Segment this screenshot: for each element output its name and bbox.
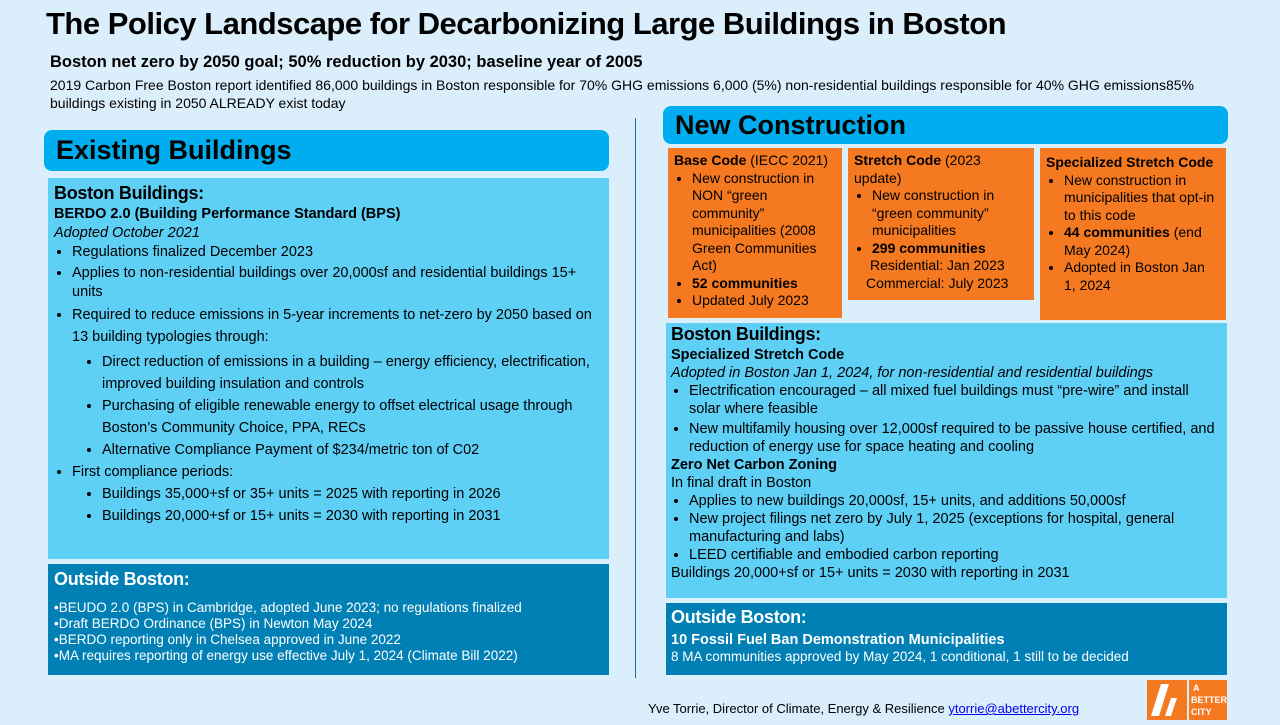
base-code-title-suffix: (IECC 2021) [746, 152, 829, 168]
list-item: • New construction in “green community” municipalities [872, 187, 1028, 240]
base-code-box [668, 148, 842, 318]
new-boston-title: Boston Buildings: [671, 324, 821, 344]
a-better-city-logo-icon [1147, 680, 1227, 720]
list-item: •Draft BERDO Ordinance (BPS) in Newton May 2024 [54, 616, 373, 631]
specialized-code-title: Specialized Stretch Code [1046, 154, 1214, 170]
footer-text: Yve Torrie, Director of Climate, Energy & Resilience [648, 701, 949, 716]
stretch-code-title: Stretch Code [854, 152, 942, 168]
list-item: • New construction in municipalities that opt-in to this code [1064, 172, 1220, 225]
list-item: • New multifamily housing over 12,000sf required to be passive house certified, and reduction of energy use for space heating and cooling [689, 420, 1222, 456]
list-item: • 52 communities [692, 275, 836, 293]
existing-boston-panel [48, 178, 609, 559]
intro-text: 2019 Carbon Free Boston report identified 86,000 buildings in Boston responsible for 70% GHG emissions 6,000 (5%) non-residential buildings responsible for 40% GHG emissions85% buildings existing in 2050 ALREADY exist today [50, 77, 1194, 111]
list-item [1064, 224, 1220, 259]
list-item: •MA requires reporting of energy use effective July 1, 2024 (Climate Bill 2022) [54, 648, 518, 663]
list-item: • Buildings 35,000+sf or 35+ units = 2025 with reporting in 2026 [102, 483, 603, 505]
specialized-code-box [1040, 148, 1226, 320]
specialized-code-list [1046, 172, 1220, 295]
list-item: • New project filings net zero by July 1, 2025 (exceptions for hospital, general manufacturing and labs) [689, 510, 1222, 546]
existing-outside-panel [48, 564, 609, 675]
stretch-residential: Residential: Jan 2023 [870, 257, 1005, 273]
new-construction-header-text: New Construction [675, 110, 907, 140]
existing-buildings-header-text: Existing Buildings [56, 135, 292, 165]
footer-credit [648, 701, 1079, 716]
existing-boston-title: Boston Buildings: [54, 183, 204, 203]
list-item: • Regulations finalized December 2023 [72, 243, 603, 262]
list-item: • Alternative Compliance Payment of $234/metric ton of C02 [102, 439, 603, 461]
a-better-city-logo [1147, 680, 1227, 720]
logo-text-3: CITY [1191, 707, 1212, 717]
list-item: • 299 communities [872, 240, 1028, 258]
new-construction-header [663, 106, 1228, 144]
zncz-status: In final draft in Boston [671, 475, 812, 491]
logo-text-1: A [1193, 683, 1200, 693]
specialized-communities-date: (end May 2024) [1064, 224, 1202, 258]
base-code-list [674, 170, 836, 310]
ssc-title: Specialized Stretch Code [671, 347, 845, 363]
base-code-title: Base Code [674, 152, 747, 168]
new-outside-title: Outside Boston: [671, 607, 807, 627]
specialized-communities: 44 communities [1064, 224, 1170, 240]
ssc-adopted: Adopted in Boston Jan 1, 2024, for non-residential and residential buildings [671, 365, 1154, 381]
list-item: • First compliance periods: [72, 461, 603, 483]
new-outside-panel [666, 603, 1227, 675]
berdo-title: BERDO 2.0 (Building Performance Standard (BPS) [54, 206, 401, 222]
stretch-code-list [854, 187, 1028, 257]
logo-text-2: BETTER [1191, 695, 1227, 705]
ssc-list [671, 382, 1222, 456]
page-title: The Policy Landscape for Decarbonizing Large Buildings in Boston [46, 6, 1007, 41]
fossil-fuel-text: 8 MA communities approved by May 2024, 1 conditional, 1 still to be decided [671, 649, 1129, 664]
berdo-sublist [54, 351, 603, 461]
existing-buildings-header [44, 130, 609, 171]
column-divider [635, 118, 636, 678]
fossil-fuel-title: 10 Fossil Fuel Ban Demonstration Municipalities [671, 632, 1005, 648]
berdo-adopted: Adopted October 2021 [54, 225, 200, 241]
zncz-title: Zero Net Carbon Zoning [671, 457, 837, 473]
footer-email-link[interactable]: ytorrie@abettercity.org [948, 701, 1080, 716]
stretch-code-title-suffix: (2023 update) [854, 152, 981, 186]
zncz-list [671, 492, 1222, 564]
list-item: •BERDO reporting only in Chelsea approved in June 2022 [54, 632, 401, 647]
list-item: • Direct reduction of emissions in a building – energy efficiency, electrification, improved building insulation and controls [102, 351, 603, 395]
zncz-footer: Buildings 20,000+sf or 15+ units = 2030 with reporting in 2031 [671, 565, 1070, 581]
list-item: • Required to reduce emissions in 5-year increments to net-zero by 2050 based on 13 building typologies through: [72, 304, 603, 348]
list-item: • Electrification encouraged – all mixed fuel buildings must “pre-wire” and install solar where feasible [689, 382, 1222, 418]
list-item: •BEUDO 2.0 (BPS) in Cambridge, adopted June 2023; no regulations finalized [54, 600, 522, 615]
list-item: • Applies to new buildings 20,000sf, 15+ units, and additions 50,000sf [689, 492, 1222, 510]
list-item: • Applies to non-residential buildings over 20,000sf and residential buildings 15+ units [72, 264, 603, 302]
compliance-list [54, 461, 603, 483]
list-item: • Updated July 2023 [692, 292, 836, 310]
compliance-sublist [54, 483, 603, 527]
list-item: • LEED certifiable and embodied carbon reporting [689, 546, 1222, 564]
list-item: • New construction in NON “green community” municipalities (2008 Green Communities Act) [692, 170, 836, 275]
list-item: • Adopted in Boston Jan 1, 2024 [1064, 259, 1220, 294]
page-subtitle: Boston net zero by 2050 goal; 50% reduction by 2030; baseline year of 2005 [50, 53, 643, 71]
stretch-commercial: Commercial: July 2023 [866, 274, 1009, 291]
new-boston-panel [666, 323, 1227, 598]
existing-outside-title: Outside Boston: [54, 569, 190, 589]
list-item: • Purchasing of eligible renewable energy to offset electrical usage through Boston’s Community Choice, PPA, RECs [102, 395, 603, 439]
stretch-code-box [848, 148, 1034, 300]
list-item: • Buildings 20,000+sf or 15+ units = 2030 with reporting in 2031 [102, 505, 603, 527]
berdo-list [54, 243, 603, 348]
